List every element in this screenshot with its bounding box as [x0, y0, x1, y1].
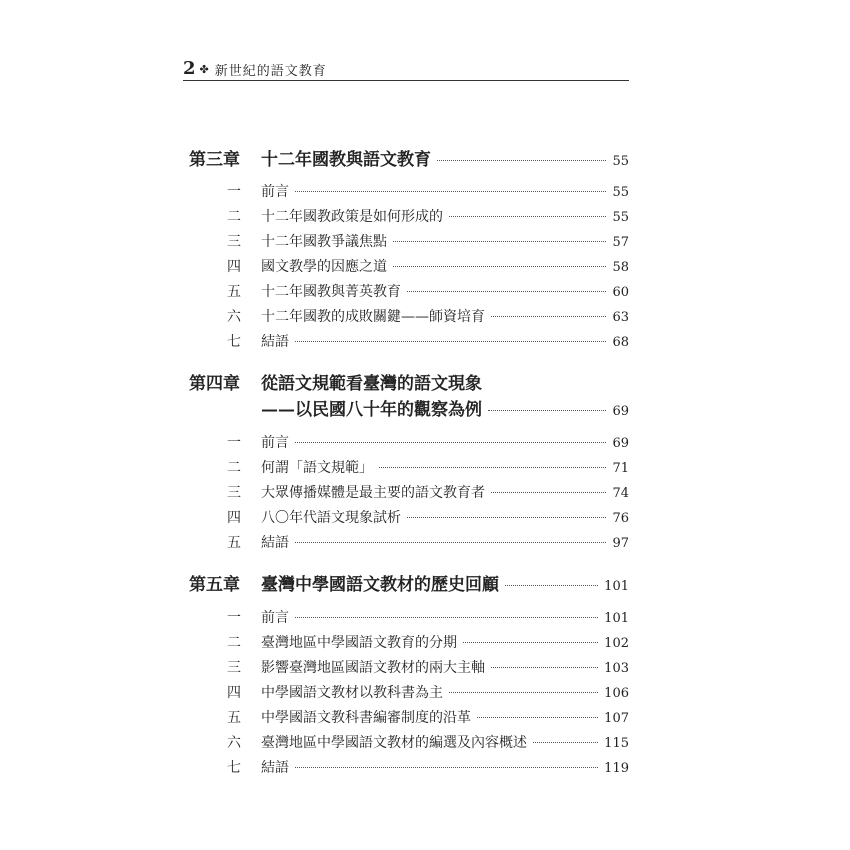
toc-item[interactable]	[189, 732, 629, 752]
chapter-page: 55	[612, 154, 629, 169]
item-number: 二	[227, 209, 241, 225]
page-number: 2	[183, 58, 196, 79]
dot-leader	[491, 316, 606, 317]
item-title: 臺灣地區中學國語文教材的編選及內容概述	[261, 735, 527, 751]
toc-item[interactable]	[189, 432, 629, 452]
dot-leader	[295, 767, 598, 768]
item-number: 二	[227, 460, 241, 476]
toc-item[interactable]	[189, 682, 629, 702]
item-page: 57	[612, 235, 629, 250]
toc-item[interactable]	[189, 231, 629, 251]
dot-leader	[407, 517, 606, 518]
chapter-title: 從語文規範看臺灣的語文現象	[261, 374, 482, 394]
item-title: 前言	[261, 184, 289, 200]
toc-item[interactable]	[189, 206, 629, 226]
toc-item[interactable]	[189, 632, 629, 652]
item-page: 55	[612, 185, 629, 200]
item-title: 臺灣地區中學國語文教育的分期	[261, 635, 457, 651]
item-number: 五	[227, 284, 241, 300]
item-page: 60	[612, 285, 629, 300]
item-number: 三	[227, 485, 241, 501]
dot-leader	[449, 692, 598, 693]
dot-leader	[488, 410, 606, 411]
toc-item[interactable]	[189, 657, 629, 677]
toc-item[interactable]	[189, 181, 629, 201]
item-title: 中學國語文教材以教科書為主	[261, 685, 443, 701]
chapter-3-heading[interactable]	[189, 145, 629, 170]
chapter-title: 臺灣中學國語文教材的歷史回顧	[261, 575, 499, 595]
item-number: 七	[227, 760, 241, 776]
running-header	[183, 58, 629, 81]
item-page: 69	[612, 436, 629, 451]
chapter-page: 69	[612, 404, 629, 419]
dot-leader	[295, 442, 606, 443]
item-title: 前言	[261, 610, 289, 626]
item-title: 十二年國教爭議焦點	[261, 234, 387, 250]
dot-leader	[393, 266, 606, 267]
item-number: 二	[227, 635, 241, 651]
item-title: 前言	[261, 435, 289, 451]
item-number: 一	[227, 610, 241, 626]
item-number: 五	[227, 535, 241, 551]
chapter-number: 第五章	[189, 575, 240, 595]
toc-item[interactable]	[189, 607, 629, 627]
item-page: 115	[604, 736, 629, 751]
item-number: 三	[227, 660, 241, 676]
chapter-number: 第三章	[189, 150, 240, 170]
item-number: 六	[227, 309, 241, 325]
item-page: 102	[604, 636, 629, 651]
dot-leader	[295, 341, 606, 342]
dot-leader	[437, 160, 606, 161]
item-title: 十二年國教的成敗關鍵——師資培育	[261, 309, 485, 325]
item-page: 103	[604, 661, 629, 676]
item-number: 六	[227, 735, 241, 751]
item-title: 影響臺灣地區國語文教材的兩大主軸	[261, 660, 485, 676]
toc-item[interactable]	[189, 281, 629, 301]
dot-leader	[491, 492, 606, 493]
item-page: 97	[612, 536, 629, 551]
item-title: 十二年國教與菁英教育	[261, 284, 401, 300]
toc-item[interactable]	[189, 457, 629, 477]
chapter-4-heading[interactable]	[189, 369, 629, 394]
item-number: 一	[227, 184, 241, 200]
dot-leader	[533, 742, 598, 743]
item-title: 結語	[261, 334, 289, 350]
item-page: 76	[612, 511, 629, 526]
toc-item[interactable]	[189, 331, 629, 351]
item-number: 五	[227, 710, 241, 726]
item-title: 結語	[261, 760, 289, 776]
chapter-page: 101	[604, 579, 629, 594]
dot-leader	[407, 291, 606, 292]
item-page: 74	[612, 486, 629, 501]
item-page: 68	[612, 335, 629, 350]
dot-leader	[505, 585, 598, 586]
item-page: 119	[604, 761, 629, 776]
item-page: 71	[612, 461, 629, 476]
item-title: 大眾傳播媒體是最主要的語文教育者	[261, 485, 485, 501]
item-page: 63	[612, 310, 629, 325]
dot-leader	[295, 542, 606, 543]
dot-leader	[463, 642, 598, 643]
item-number: 一	[227, 435, 241, 451]
toc-item[interactable]	[189, 482, 629, 502]
toc-item[interactable]	[189, 707, 629, 727]
ornament-icon: ✤	[199, 62, 209, 76]
item-number: 七	[227, 334, 241, 350]
dot-leader	[379, 467, 606, 468]
item-page: 107	[604, 711, 629, 726]
dot-leader	[393, 241, 606, 242]
item-number: 四	[227, 259, 241, 275]
chapter-title: 十二年國教與語文教育	[261, 150, 431, 170]
toc-item[interactable]	[189, 757, 629, 777]
item-page: 55	[612, 210, 629, 225]
item-number: 四	[227, 510, 241, 526]
item-title: 中學國語文教科書編審制度的沿革	[261, 710, 471, 726]
item-page: 58	[612, 260, 629, 275]
chapter-number: 第四章	[189, 374, 240, 394]
item-page: 106	[604, 686, 629, 701]
item-page: 101	[604, 611, 629, 626]
chapter-4-subtitle-line[interactable]	[189, 395, 629, 420]
chapter-subtitle: ——以民國八十年的觀察為例	[261, 400, 482, 420]
item-title: 何謂「語文規範」	[261, 460, 373, 476]
dot-leader	[477, 717, 598, 718]
chapter-5-heading[interactable]	[189, 570, 629, 595]
dot-leader	[449, 216, 606, 217]
dot-leader	[491, 667, 598, 668]
toc-item[interactable]	[189, 306, 629, 326]
toc-item[interactable]	[189, 256, 629, 276]
dot-leader	[295, 191, 606, 192]
item-title: 十二年國教政策是如何形成的	[261, 209, 443, 225]
item-title: 結語	[261, 535, 289, 551]
item-number: 三	[227, 234, 241, 250]
toc-item[interactable]	[189, 532, 629, 552]
book-title: 新世紀的語文教育	[214, 63, 327, 79]
dot-leader	[295, 617, 598, 618]
toc-item[interactable]	[189, 507, 629, 527]
item-title: 八〇年代語文現象試析	[261, 510, 401, 526]
item-title: 國文教學的因應之道	[261, 259, 387, 275]
item-number: 四	[227, 685, 241, 701]
